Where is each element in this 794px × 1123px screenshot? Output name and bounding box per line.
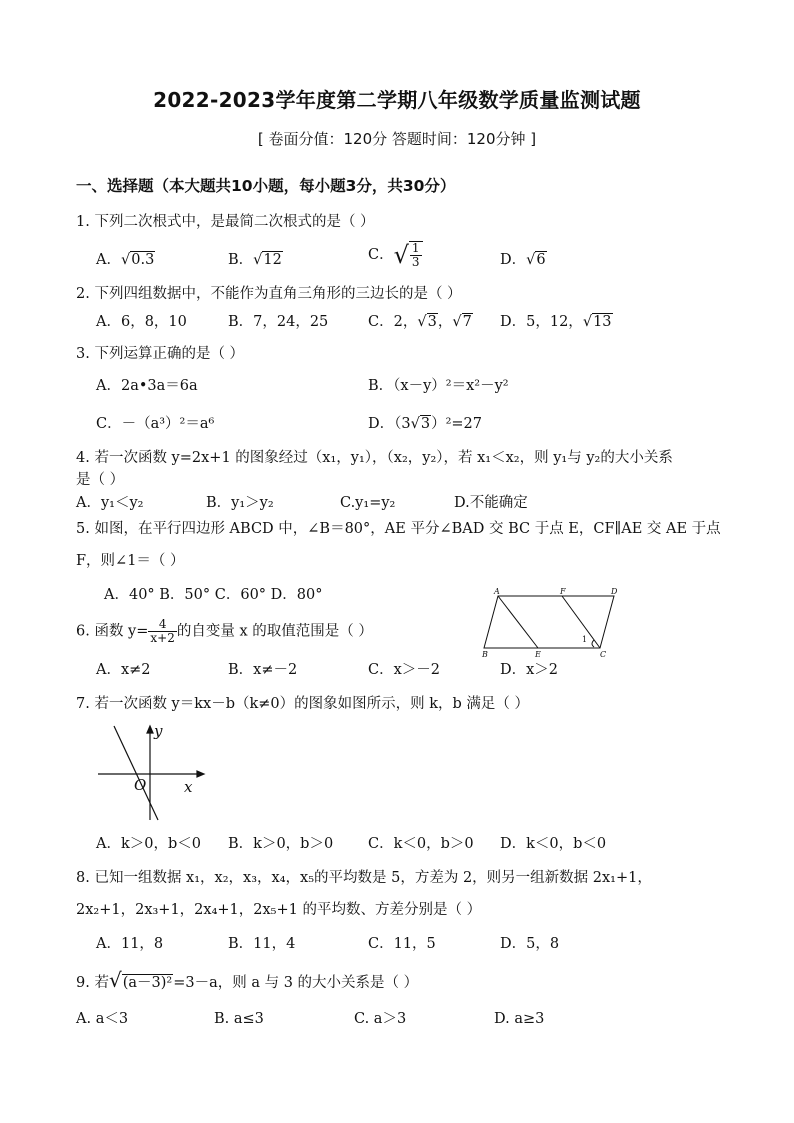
q2-c-sep: ，	[437, 314, 453, 330]
linear-function-graph	[94, 720, 214, 824]
q7-option-b: B．k＞0，b＞0	[228, 836, 334, 852]
sqrt-icon: √	[120, 252, 131, 268]
q2-option-d	[500, 312, 613, 332]
q1-stem: 1. 下列二次根式中，是最简二次根式的是（ ）	[76, 214, 375, 230]
q2-d-text: D．5，12，	[500, 314, 583, 330]
q4-stem: 4. 若一次函数 y=2x+1 的图象经过（x₁，y₁），（x₂，y₂），若 x₁＜x₂，则 y₁与 y₂的大小关系	[76, 450, 673, 466]
q2-d-radicand: 13	[593, 314, 612, 330]
parallelogram-figure	[478, 584, 628, 658]
q3-option-c: C．－（a³）²＝a⁶	[96, 416, 215, 432]
section-heading: 一、选择题（本大题共10小题，每小题3分，共30分）	[76, 177, 456, 195]
q2-c-radicand-2: 7	[462, 314, 472, 330]
label-b: B	[482, 650, 488, 658]
q6-stem	[76, 618, 373, 645]
y-axis-label: y	[154, 722, 163, 740]
q8-option-b: B．11，4	[228, 936, 296, 952]
q6-numerator: 4	[148, 618, 176, 632]
sqrt-icon: √	[108, 968, 122, 992]
q2-c-text: C．2，	[368, 314, 418, 330]
q1-c-denominator: 3	[411, 255, 420, 269]
q1-option-b	[228, 250, 283, 270]
q6-fraction	[148, 618, 176, 645]
q8-option-a: A．11，8	[96, 936, 164, 952]
q1-a-radicand: 0.3	[131, 252, 155, 268]
segment-cf	[562, 596, 600, 648]
q8-stem-line2: 2x₂+1，2x₃+1，2x₄+1，2x₅+1 的平均数、方差分别是（ ）	[76, 902, 482, 918]
label-c: C	[600, 650, 607, 658]
q5-options: A．40° B．50° C．60° D．80°	[104, 587, 323, 603]
q3-d-text-end: ）²=27	[431, 416, 483, 432]
q9-radicand: (a－3)²	[122, 975, 173, 991]
sqrt-icon: √	[417, 314, 427, 330]
sqrt-icon: √	[393, 241, 409, 269]
origin-label: O	[134, 776, 147, 794]
label-e: E	[535, 650, 541, 658]
x-axis-label: x	[184, 778, 193, 796]
exam-subtitle: [ 卷面分值：120分 答题时间：120分钟 ]	[257, 130, 537, 148]
label-f: F	[560, 587, 566, 596]
q4-option-a: A．y₁＜y₂	[76, 495, 144, 511]
q2-c-radicand-1: 3	[427, 314, 437, 330]
sqrt-icon: √	[410, 416, 420, 432]
q2-stem: 2. 下列四组数据中，不能作为直角三角形的三边长的是（ ）	[76, 286, 462, 302]
label-a: A	[494, 587, 500, 596]
q7-option-a: A．k＞0，b＜0	[96, 836, 201, 852]
q1-d-radicand: 6	[536, 252, 546, 268]
q9-stem-end: =3－a，则 a 与 3 的大小关系是（ ）	[173, 975, 419, 991]
sqrt-icon: √	[582, 314, 593, 330]
sqrt-icon: √	[526, 252, 536, 268]
label-d: D	[611, 587, 618, 596]
q9-stem-start: 9. 若	[76, 975, 109, 991]
q1-c-label: C．	[368, 247, 394, 263]
q1-d-label: D．	[500, 252, 527, 268]
q5-stem-line2: F，则∠1＝（ ）	[76, 553, 185, 569]
q3-d-radicand: 3	[420, 416, 431, 432]
q6-option-c: C．x＞－2	[368, 662, 440, 678]
q8-option-d: D．5，8	[500, 936, 560, 952]
q8-option-c: C．11，5	[368, 936, 436, 952]
exam-title: 2022-2023学年度第二学期八年级数学质量监测试题	[153, 88, 641, 112]
sqrt-icon: √	[253, 252, 263, 268]
q9-stem	[76, 970, 418, 993]
q2-option-b: B．7，24，25	[228, 314, 329, 330]
q9-option-c: C. a＞3	[354, 1011, 407, 1027]
q7-stem: 7. 若一次函数 y＝kx－b（k≠0）的图象如图所示，则 k，b 满足（ ）	[76, 696, 530, 712]
q6-option-d: D．x＞2	[500, 662, 559, 678]
q4-stem-line2: 是（ ）	[76, 472, 125, 488]
q1-option-a	[96, 250, 155, 270]
q1-b-radicand: 12	[263, 252, 282, 268]
label-angle-1: 1	[582, 635, 588, 644]
q9-option-a: A. a＜3	[76, 1011, 129, 1027]
angle-1-arc	[592, 640, 594, 647]
q3-d-text: D．（3	[368, 416, 411, 432]
q4-option-b: B．y₁＞y₂	[206, 495, 274, 511]
q1-a-label: A．	[96, 252, 121, 268]
sqrt-icon: √	[452, 314, 462, 330]
q3-option-a: A．2a•3a＝6a	[96, 378, 198, 394]
q1-b-label: B．	[228, 252, 254, 268]
q7-option-c: C．k＜0，b＞0	[368, 836, 474, 852]
q1-option-c	[368, 241, 423, 269]
function-line	[114, 726, 158, 820]
q3-option-d	[368, 414, 482, 434]
y-axis-arrow	[147, 726, 153, 733]
q2-option-a: A．6，8，10	[96, 314, 187, 330]
q6-stem-start: 6. 函数 y=	[76, 623, 149, 640]
q4-option-d: D.不能确定	[454, 495, 528, 511]
q6-denominator: x+2	[150, 631, 175, 645]
q7-option-d: D．k＜0，b＜0	[500, 836, 607, 852]
segment-ae	[498, 596, 538, 648]
q2-option-c	[368, 312, 473, 332]
q8-stem: 8. 已知一组数据 x₁，x₂，x₃，x₄，x₅的平均数是 5，方差为 2，则另一组新数据 2x₁+1，	[76, 870, 652, 886]
q6-option-b: B．x≠－2	[228, 662, 298, 678]
q5-stem: 5. 如图，在平行四边形 ABCD 中，∠B＝80°，AE 平分∠BAD 交 BC 于点 E，CF∥AE 交 AE 于点	[76, 521, 721, 537]
q6-stem-end: 的自变量 x 的取值范围是（ ）	[176, 623, 373, 640]
x-axis-arrow	[197, 771, 204, 777]
q3-option-b: B．（x－y）²＝x²－y²	[368, 378, 509, 394]
q3-stem: 3. 下列运算正确的是（ ）	[76, 346, 245, 362]
q6-option-a: A．x≠2	[96, 662, 151, 678]
q1-c-numerator: 1	[411, 241, 420, 255]
q9-option-b: B. a≤3	[214, 1011, 264, 1027]
q1-c-fraction	[409, 241, 423, 269]
q1-option-d	[500, 250, 547, 270]
q9-option-d: D. a≥3	[494, 1011, 545, 1027]
q4-option-c: C.y₁=y₂	[340, 495, 396, 511]
